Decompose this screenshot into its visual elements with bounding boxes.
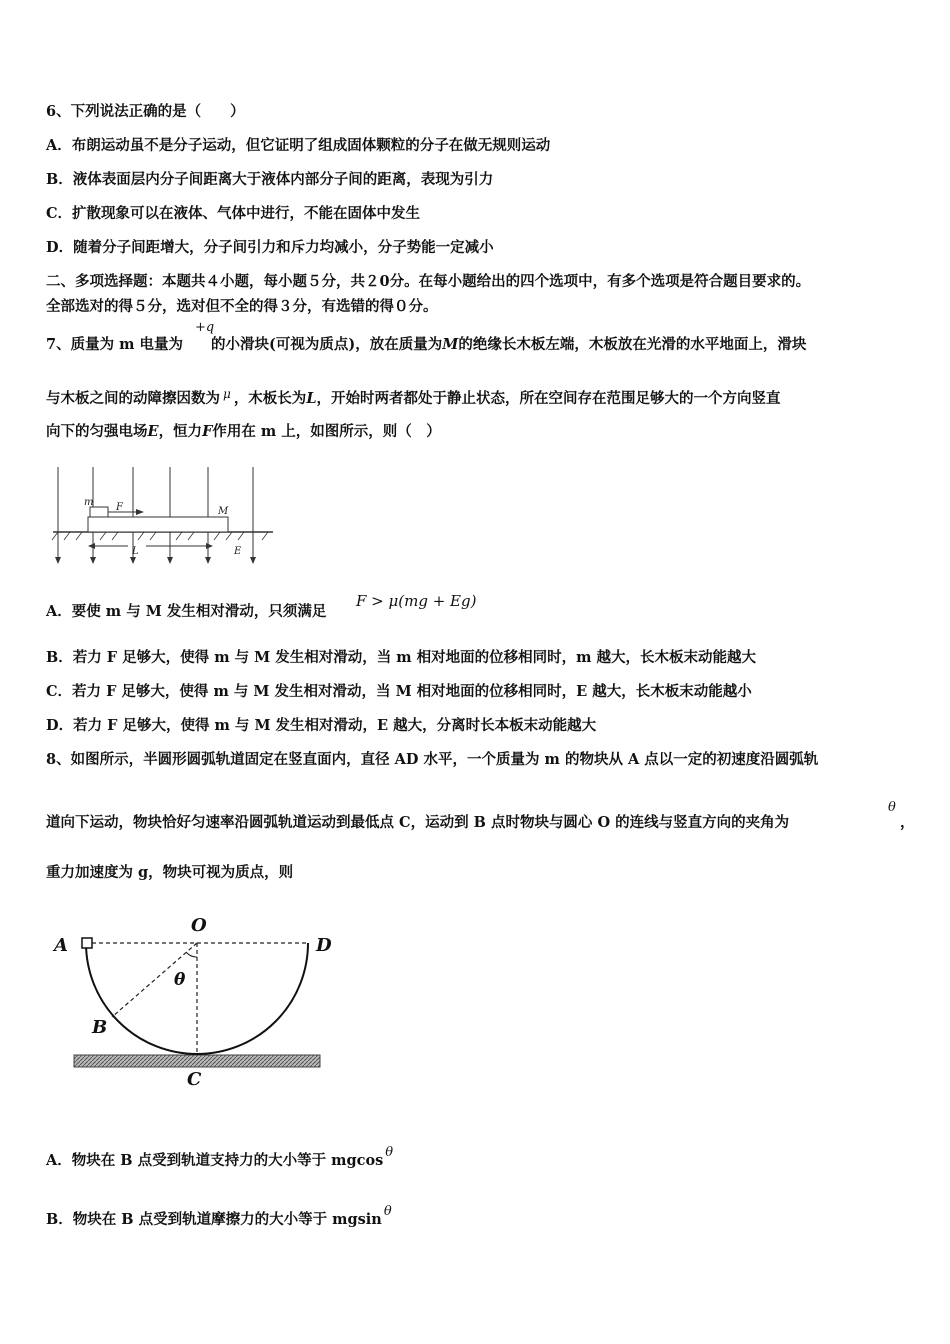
q7-mu: μ bbox=[223, 387, 231, 401]
q8-option-a-theta: θ bbox=[385, 1145, 394, 1160]
q7-M: M bbox=[442, 336, 459, 353]
q7-line2b: ，木板长为 bbox=[233, 390, 307, 407]
q8-fig-label-B: B bbox=[92, 1017, 108, 1038]
q8-fig-label-A: A bbox=[54, 935, 68, 956]
q7-E: E bbox=[147, 423, 159, 440]
q7-fig-label-M: M bbox=[218, 506, 229, 517]
q6-stem: 6、下列说法正确的是（ ） bbox=[46, 103, 245, 120]
q8-theta: θ bbox=[888, 800, 896, 815]
q7-line1 bbox=[46, 336, 806, 354]
q7-fig-label-L: L bbox=[132, 546, 139, 557]
q6-option-c: C．扩散现象可以在液体、气体中进行，不能在固体中发生 bbox=[46, 205, 421, 222]
q8-line2-end: ， bbox=[900, 814, 915, 831]
q7-line3 bbox=[46, 423, 441, 441]
q6-option-b: B．液体表面层内分子间距离大于液体内部分子间的距离，表现为引力 bbox=[46, 171, 494, 188]
q7-charge-symbol: +q bbox=[195, 320, 215, 335]
q8-option-a-text: A．物块在 B 点受到轨道支持力的大小等于 mgcos bbox=[46, 1152, 384, 1169]
q8-option-b bbox=[46, 1203, 392, 1229]
q6-option-d: D．随着分子间距增大，分子间引力和斥力均减小，分子势能一定减小 bbox=[46, 239, 494, 256]
q7-figure bbox=[48, 462, 278, 568]
q6-option-a: A．布朗运动虽不是分子运动，但它证明了组成固体颗粒的分子在做无规则运动 bbox=[46, 137, 551, 154]
q7-line1b: 的小滑块(可视为质点)，放在质量为 bbox=[211, 336, 443, 353]
q8-option-b-text: B．物块在 B 点受到轨道摩擦力的大小等于 mgsin bbox=[46, 1211, 382, 1228]
q7-option-c: C．若力 F 足够大，使得 m 与 M 发生相对滑动，当 M 相对地面的位移相同时，E 越大，长木板末动能越小 bbox=[46, 683, 752, 700]
q8-fig-label-D: D bbox=[316, 935, 332, 956]
q7-line2a: 与木板之间的动障擦因数为 bbox=[46, 390, 220, 407]
q7-option-a-formula: F > μ(mg + Eg) bbox=[356, 592, 477, 610]
section2-line1: 二、多项选择题：本题共４小题，每小题５分，共２0分。在每小题给出的四个选项中，有多个选项是符合题目要求的。 bbox=[46, 273, 811, 290]
q8-line3: 重力加速度为 g，物块可视为质点，则 bbox=[46, 864, 294, 881]
q7-L: L bbox=[306, 390, 317, 407]
q7-option-a: A．要使 m 与 M 发生相对滑动，只须满足 bbox=[46, 603, 327, 620]
q8-line2: 道向下运动，物块恰好匀速率沿圆弧轨道运动到最低点 C，运动到 B 点时物块与圆心 O 的连线与竖直方向的夹角为 bbox=[46, 814, 790, 831]
section2-line2: 全部选对的得５分，选对但不全的得３分，有选错的得０分。 bbox=[46, 298, 438, 315]
q7-fig-label-E: E bbox=[234, 546, 242, 557]
q8-fig-label-theta: θ bbox=[174, 970, 186, 990]
q7-line1c: 的绝缘长木板左端，木板放在光滑的水平地面上，滑块 bbox=[458, 336, 807, 353]
q8-option-b-theta: θ bbox=[383, 1204, 392, 1219]
q7-line3a: 向下的匀强电场 bbox=[46, 423, 148, 440]
q7-line2c: ，开始时两者都处于静止状态，所在空间存在范围足够大的一个方向竖直 bbox=[316, 390, 781, 407]
q7-option-b: B．若力 F 足够大，使得 m 与 M 发生相对滑动，当 m 相对地面的位移相同时，m 越大，长木板末动能越大 bbox=[46, 649, 757, 666]
q8-figure bbox=[48, 905, 348, 1095]
q7-line3c: 作用在 m 上，如图所示，则（ ） bbox=[212, 423, 441, 440]
q8-line1: 8、如图所示，半圆形圆弧轨道固定在竖直面内，直径 AD 水平，一个质量为 m 的物块从 A 点以一定的初速度沿圆弧轨 bbox=[46, 751, 819, 768]
q7-fig-label-m: m bbox=[84, 497, 94, 508]
q8-fig-label-C: C bbox=[187, 1069, 202, 1090]
q7-fig-label-F: F bbox=[116, 502, 123, 513]
q7-line3b: ，恒力 bbox=[158, 423, 203, 440]
q8-fig-label-O: O bbox=[191, 915, 207, 936]
q8-option-a bbox=[46, 1144, 393, 1170]
q7-line1a: 7、质量为 m 电量为 bbox=[46, 336, 184, 353]
q7-option-d: D．若力 F 足够大，使得 m 与 M 发生相对滑动，E 越大，分离时长本板末动能越大 bbox=[46, 717, 597, 734]
q7-line2 bbox=[46, 385, 781, 408]
q7-F: F bbox=[202, 423, 213, 440]
